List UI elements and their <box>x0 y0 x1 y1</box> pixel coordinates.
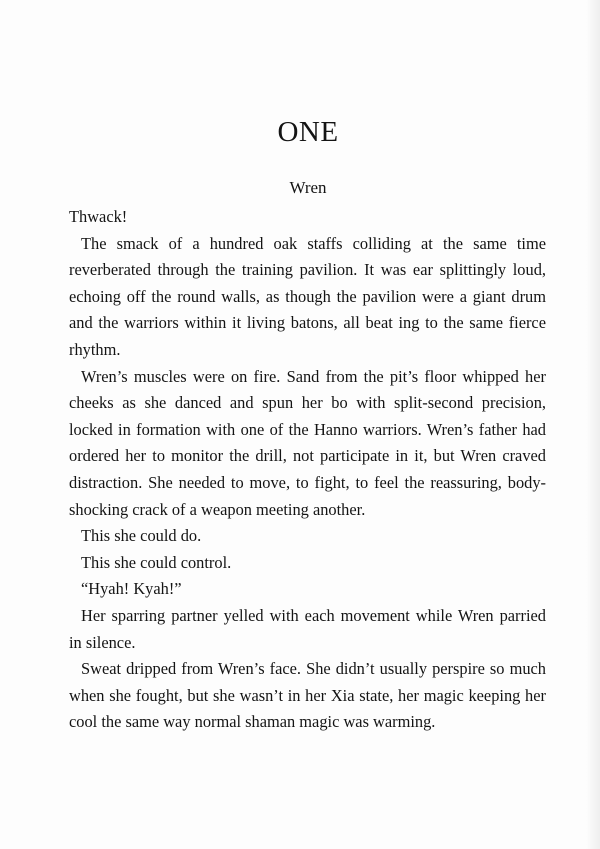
chapter-number: ONE <box>277 116 339 148</box>
paragraph: Wren’s muscles were on fire. Sand from the pit’s floor whipped her cheeks as she danced and spun her bo with split-second precision, locked in formation with one of the Hanno warriors. Wren’s father had ordered her to monitor the drill, not participate in it, but Wren craved distraction. She needed to move, to fight, to feel the reassuring, body-shocking crack of a weapon meeting another. <box>69 366 546 519</box>
paragraph: Her sparring partner yelled with each movement while Wren parried in silence. <box>69 605 546 652</box>
chapter-body <box>69 204 546 736</box>
chapter-pov-character: Wren <box>289 178 327 197</box>
paragraph: Thwack! <box>69 207 128 226</box>
paragraph: This she could control. <box>81 552 232 572</box>
paragraph: “Hyah! Kyah!” <box>81 579 182 599</box>
paragraph: The smack of a hundred oak staffs colliding at the same time reverberated through the training pavilion. It was ear splittingly loud, echoing off the round walls, as though the pavilion were a giant drum and the warriors within it living batons, all beat ing to the same fierce rhythm. <box>69 233 546 359</box>
paragraph: This she could do. <box>81 526 202 546</box>
paragraph: Sweat dripped from Wren’s face. She didn’t usually perspire so much when she fought, but she wasn’t in her Xia state, her magic keeping her cool the same way normal shaman magic was warming. <box>69 659 546 732</box>
